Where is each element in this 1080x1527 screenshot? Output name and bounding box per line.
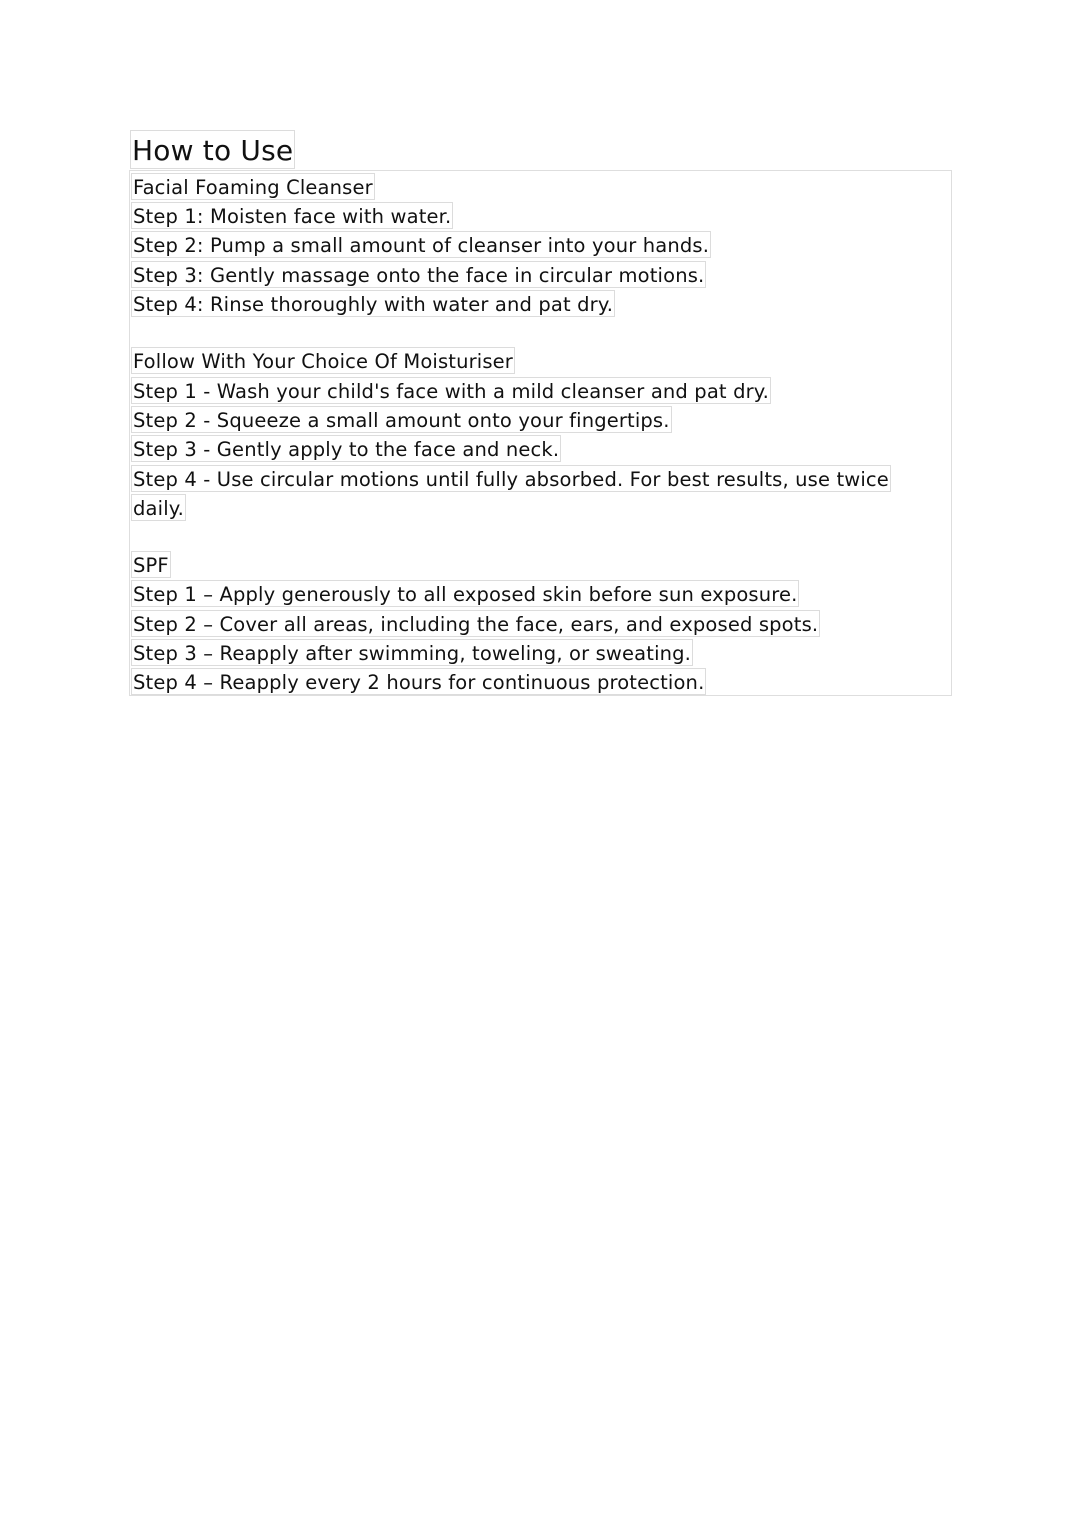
moisturiser-step-4: Step 4 - Use circular motions until fully absorbed. For best results, use twice bbox=[131, 465, 891, 492]
section-heading-moisturiser: Follow With Your Choice Of Moisturiser bbox=[131, 347, 515, 374]
spf-step-3: Step 3 – Reapply after swimming, toweling, or sweating. bbox=[131, 639, 693, 666]
page-title: How to Use bbox=[130, 130, 295, 169]
spf-step-1: Step 1 – Apply generously to all exposed skin before sun exposure. bbox=[131, 580, 799, 607]
moisturiser-step-2: Step 2 - Squeeze a small amount onto your fingertips. bbox=[131, 406, 672, 433]
cleanser-step-3: Step 3: Gently massage onto the face in circular motions. bbox=[131, 261, 706, 288]
cleanser-step-2: Step 2: Pump a small amount of cleanser into your hands. bbox=[131, 231, 711, 258]
spf-step-4: Step 4 – Reapply every 2 hours for continuous protection. bbox=[131, 668, 706, 695]
moisturiser-step-1: Step 1 - Wash your child's face with a mild cleanser and pat dry. bbox=[131, 377, 771, 404]
section-heading-cleanser: Facial Foaming Cleanser bbox=[131, 173, 375, 200]
spf-step-2: Step 2 – Cover all areas, including the face, ears, and exposed spots. bbox=[131, 610, 820, 637]
section-heading-spf: SPF bbox=[131, 551, 171, 578]
cleanser-step-1: Step 1: Moisten face with water. bbox=[131, 202, 453, 229]
instructions-block bbox=[129, 170, 952, 696]
moisturiser-step-3: Step 3 - Gently apply to the face and neck. bbox=[131, 435, 561, 462]
moisturiser-step-4-continued: daily. bbox=[131, 494, 186, 521]
cleanser-step-4: Step 4: Rinse thoroughly with water and pat dry. bbox=[131, 290, 615, 317]
